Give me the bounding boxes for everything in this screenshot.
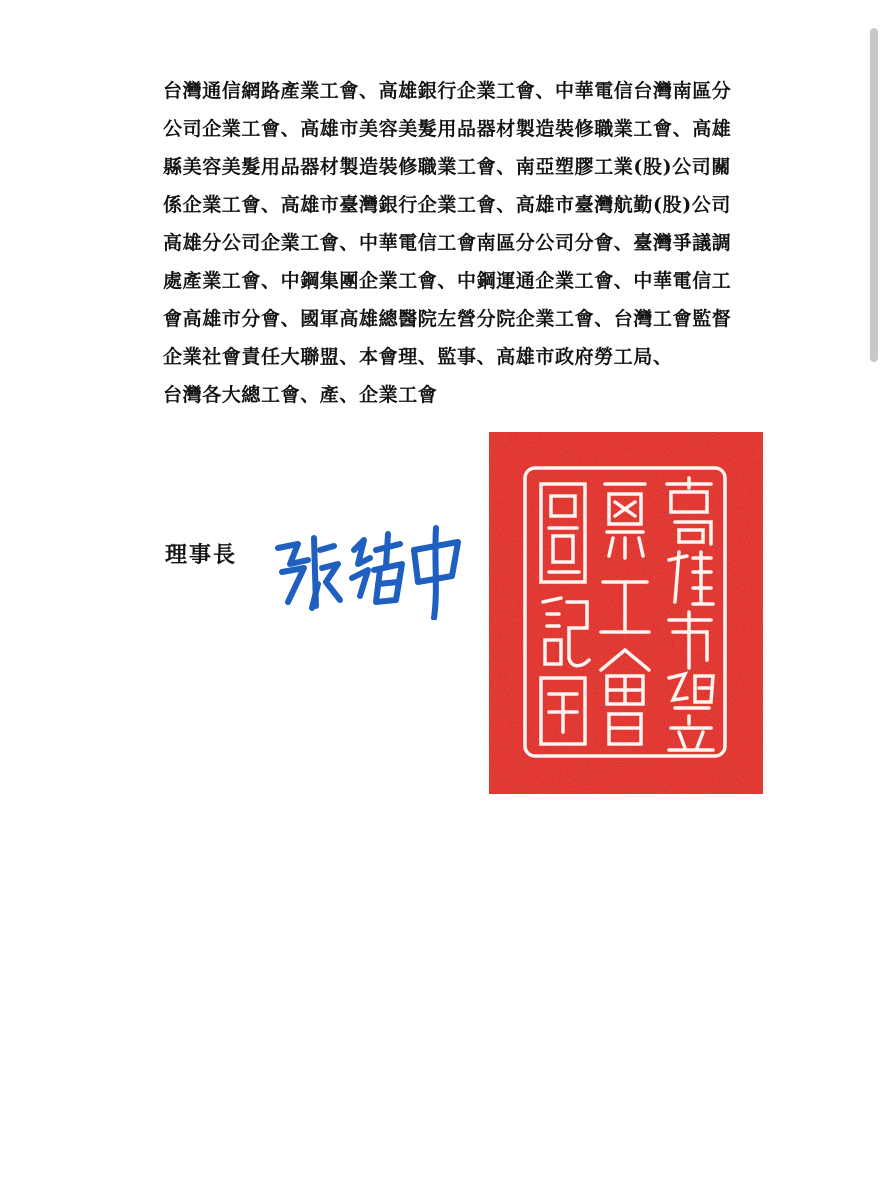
cc-line: 台灣通信網路產業工會、高雄銀行企業工會、中華電信台灣南區分: [163, 80, 732, 102]
cc-line: 處產業工會、中鋼集團企業工會、中鋼運通企業工會、中華電信工: [163, 270, 732, 292]
cc-line: 會高雄市分會、國軍高雄總醫院左營分院企業工會、台灣工會監督: [163, 308, 732, 330]
cc-line: 公司企業工會、高雄市美容美髮用品器材製造裝修職業工會、高雄: [163, 118, 732, 140]
official-seal: [489, 432, 763, 794]
cc-line: 企業社會責任大聯盟、本會理、監事、高雄市政府勞工局、: [163, 346, 673, 368]
scrollbar-thumb[interactable]: [870, 28, 878, 362]
handwritten-signature: [268, 520, 468, 620]
vertical-scrollbar[interactable]: [870, 28, 878, 368]
cc-line: 係企業工會、高雄市臺灣銀行企業工會、高雄市臺灣航勤(股)公司: [163, 194, 731, 216]
cc-line: 高雄分公司企業工會、中華電信工會南區分公司分會、臺灣爭議調: [163, 232, 732, 254]
chairman-title: 理事長: [165, 542, 238, 568]
cc-recipient-list: [163, 72, 813, 414]
cc-line: 縣美容美髮用品器材製造裝修職業工會、南亞塑膠工業(股)公司關: [163, 156, 731, 178]
cc-line: 台灣各大總工會、產、企業工會: [163, 384, 438, 406]
